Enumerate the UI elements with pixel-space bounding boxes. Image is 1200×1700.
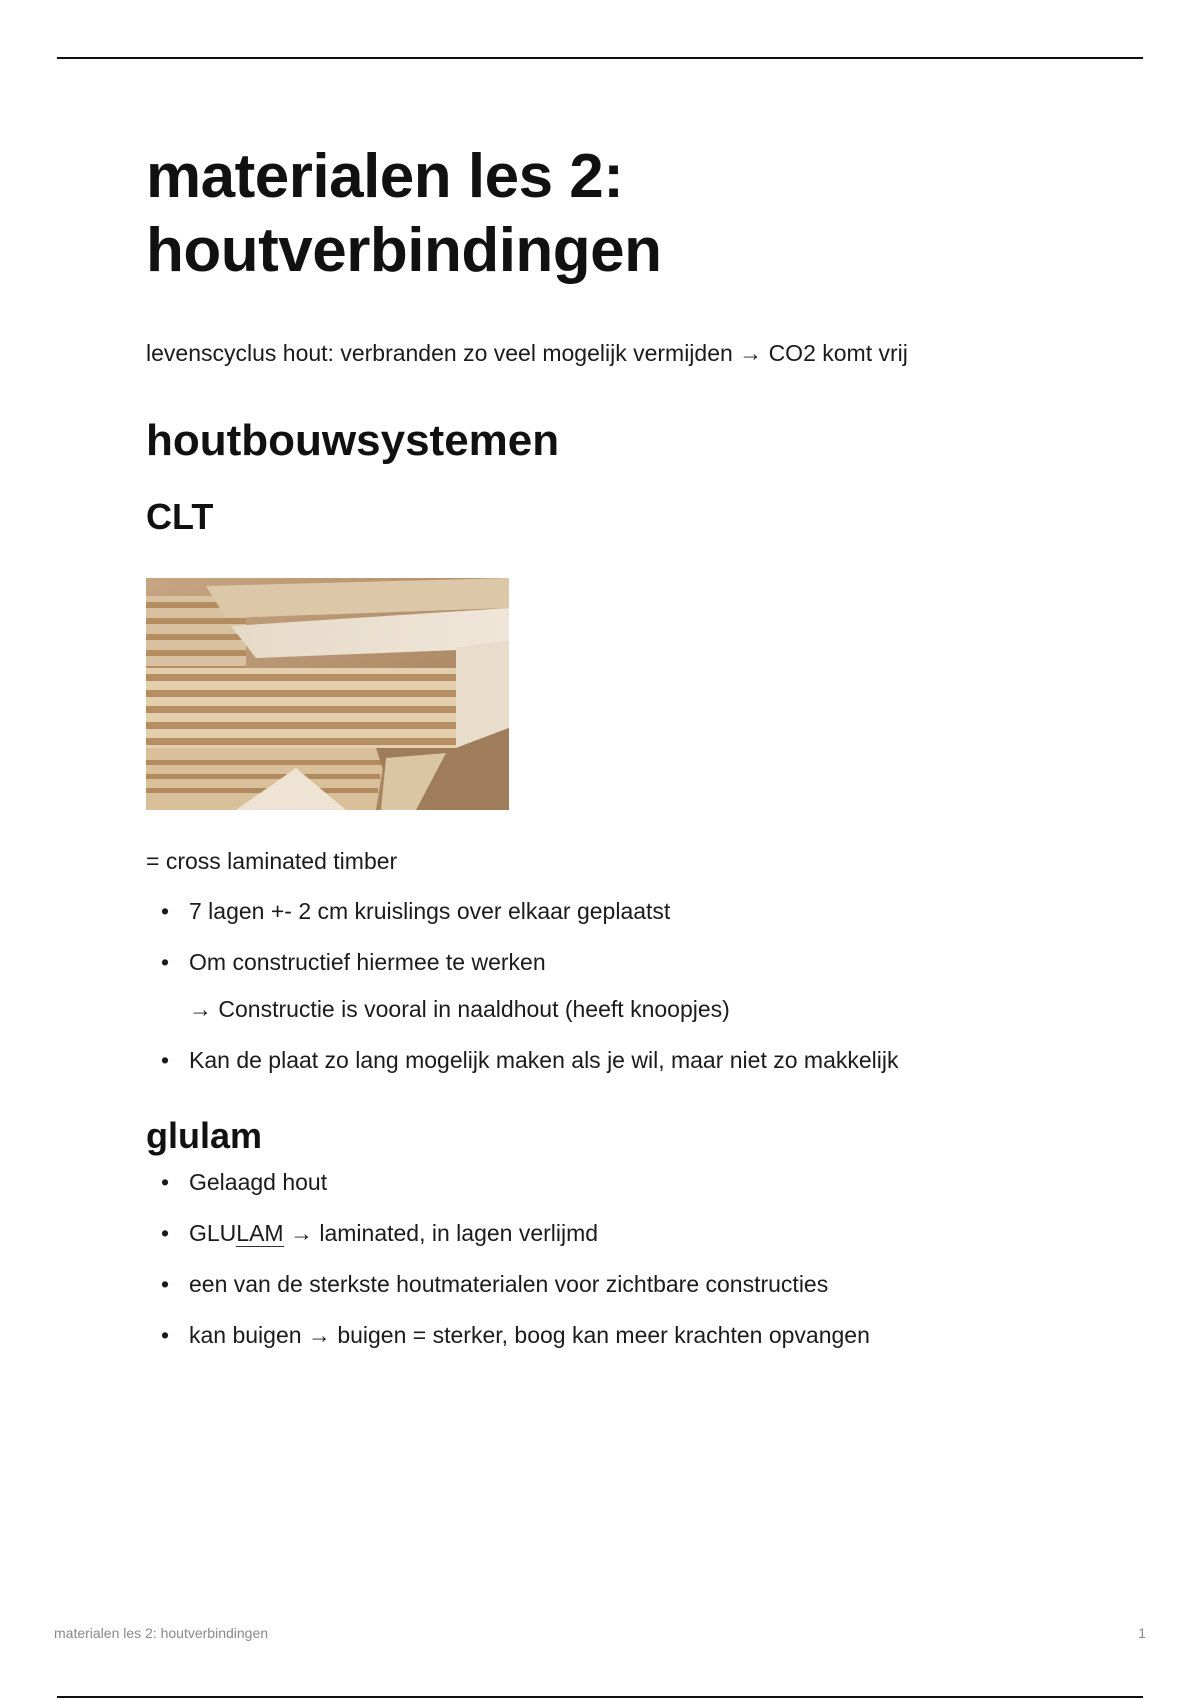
glulam-list — [146, 1167, 1106, 1350]
glulam-suffix: → laminated, in lagen verlijmd — [283, 1220, 599, 1246]
list-item — [146, 896, 1106, 926]
bullet: • — [161, 949, 170, 975]
page-number: 1 — [1138, 1625, 1146, 1641]
list-item — [146, 1167, 1106, 1197]
bullet: • — [161, 1271, 170, 1297]
bullet: • — [161, 1169, 170, 1195]
glulam-prefix: GLU — [189, 1220, 237, 1246]
list-item — [146, 1218, 1106, 1248]
list-item-text: Kan de plaat zo lang mogelijk maken als je wil, maar niet zo makkelijk — [189, 1047, 899, 1073]
list-item-text: Gelaagd hout — [189, 1169, 328, 1195]
list-item-text: een van de sterkste houtmaterialen voor zichtbare constructies — [189, 1271, 829, 1297]
list-item-text: 7 lagen +- 2 cm kruislings over elkaar geplaatst — [189, 898, 671, 924]
list-item-subline: → Constructie is vooral in naaldhout (heeft knoopjes) — [189, 996, 730, 1022]
clt-panels-image — [146, 578, 509, 810]
glulam-underlined-text: LAM — [236, 1220, 284, 1246]
list-item-text — [189, 1220, 598, 1247]
bullet: • — [161, 898, 170, 924]
clt-definition: = cross laminated timber — [146, 848, 398, 874]
bottom-rule — [57, 1696, 1143, 1698]
list-item — [146, 1320, 1106, 1350]
clt-list — [146, 896, 1106, 1075]
list-item — [146, 947, 1106, 1024]
section-heading: houtbouwsystemen — [146, 416, 560, 465]
top-rule — [57, 57, 1143, 59]
page-title — [146, 140, 1106, 288]
list-item — [146, 1269, 1106, 1299]
bullet: • — [161, 1322, 170, 1348]
title-line-1: materialen les 2: — [146, 142, 624, 211]
page-content — [146, 140, 1106, 1350]
list-item-text: kan buigen → buigen = sterker, boog kan meer krachten opvangen — [189, 1322, 870, 1348]
list-item — [146, 1045, 1106, 1075]
intro-paragraph: levenscyclus hout: verbranden zo veel mogelijk vermijden → CO2 komt vrij — [146, 340, 908, 366]
clt-heading: CLT — [146, 496, 214, 537]
title-line-2: houtverbindingen — [146, 216, 662, 285]
glulam-heading: glulam — [146, 1115, 263, 1156]
list-item-text: Om constructief hiermee te werken — [189, 949, 546, 975]
bullet: • — [161, 1047, 170, 1073]
footer-title: materialen les 2: houtverbindingen — [54, 1625, 269, 1641]
bullet: • — [161, 1220, 170, 1246]
